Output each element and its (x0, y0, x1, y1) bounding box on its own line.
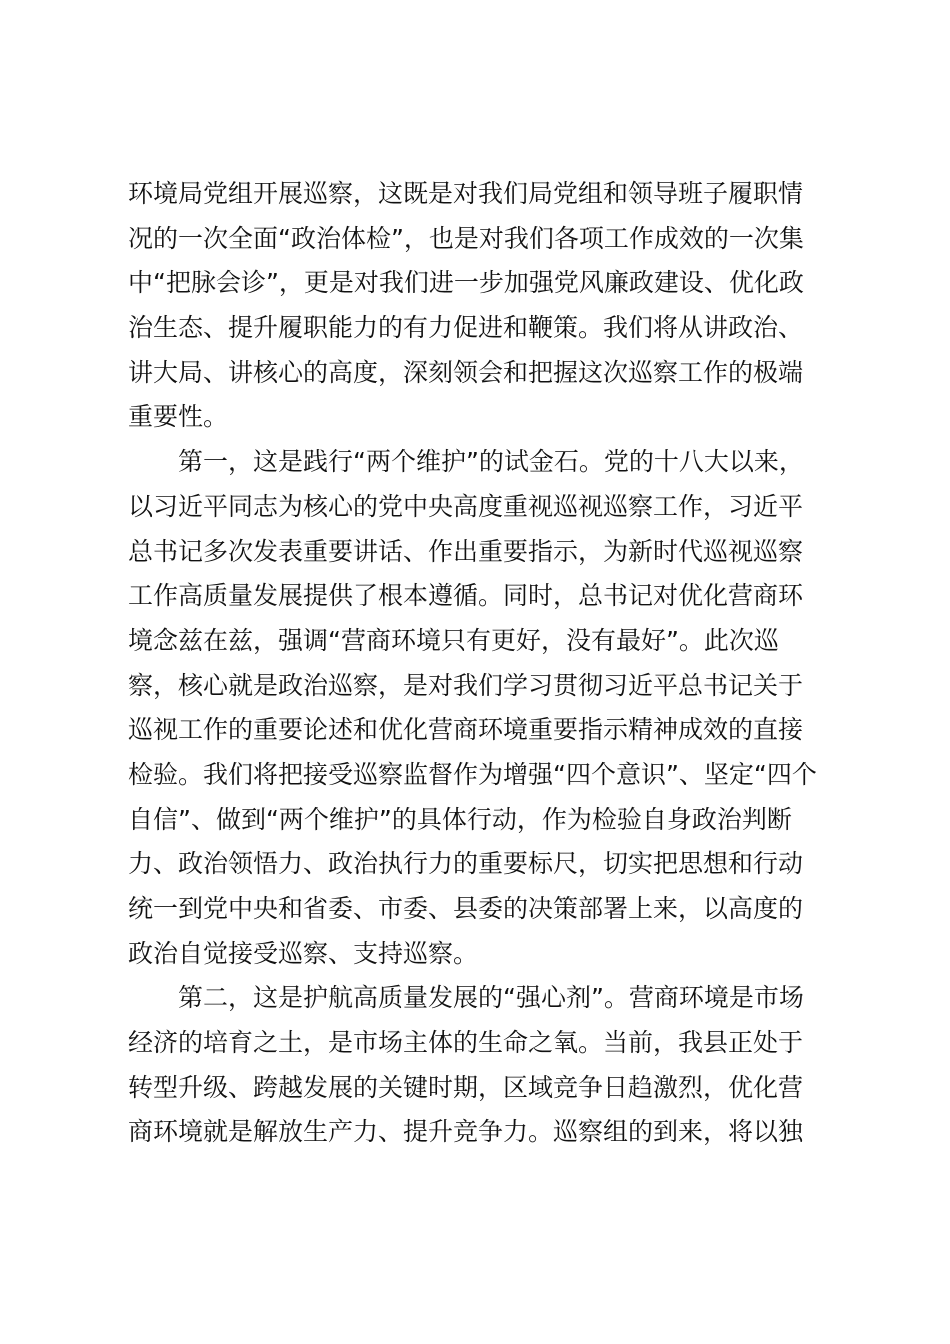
text-line: 总书记多次发表重要讲话、作出重要指示，为新时代巡视巡察 (128, 536, 804, 566)
text-line: 察，核心就是政治巡察，是对我们学习贯彻习近平总书记关于 (128, 670, 804, 700)
text-line: 经济的培育之土，是市场主体的生命之氧。当前，我县正处于 (128, 1028, 804, 1058)
text-line: 自信”、做到“两个维护”的具体行动，作为检验自身政治判断 (128, 804, 792, 834)
text-line: 转型升级、跨越发展的关键时期，区域竞争日趋激烈，优化营 (128, 1072, 804, 1102)
text-line: 环境局党组开展巡察，这既是对我们局党组和领导班子履职情 (128, 179, 804, 208)
text-line: 况的一次全面“政治体检”，也是对我们各项工作成效的一次集 (128, 223, 804, 253)
text-line: 统一到党中央和省委、市委、县委的决策部署上来，以高度的 (128, 894, 804, 923)
text-line: 工作高质量发展提供了根本遵循。同时，总书记对优化营商环 (128, 581, 804, 611)
text-line: 治生态、提升履职能力的有力促进和鞭策。我们将从讲政治、 (128, 313, 804, 343)
text-line: 力、政治领悟力、政治执行力的重要标尺，切实把思想和行动 (128, 849, 804, 879)
text-line: 商环境就是解放生产力、提升竞争力。巡察组的到来，将以独 (128, 1117, 804, 1147)
text-line: 以习近平同志为核心的党中央高度重视巡视巡察工作，习近平 (128, 491, 804, 521)
text-line: 检验。我们将把接受巡察监督作为增强“四个意识”、坚定“四个 (128, 759, 817, 789)
paragraph-start-line: 第二，这是护航高质量发展的“强心剂”。营商环境是市场 (178, 983, 804, 1013)
text-line: 讲大局、讲核心的高度，深刻领会和把握这次巡察工作的极端 (128, 357, 804, 387)
text-line: 重要性。 (128, 402, 229, 432)
text-line: 境念兹在兹，强调“营商环境只有更好，没有最好”。此次巡 (128, 625, 779, 655)
text-line: 政治自觉接受巡察、支持巡察。 (128, 938, 479, 968)
text-line: 中“把脉会诊”，更是对我们进一步加强党风廉政建设、优化政 (128, 268, 804, 298)
body-text (128, 172, 828, 1155)
paragraph-start-line: 第一，这是践行“两个维护”的试金石。党的十八大以来， (178, 447, 804, 477)
text-line: 巡视工作的重要论述和优化营商环境重要指示精神成效的直接 (128, 715, 804, 745)
